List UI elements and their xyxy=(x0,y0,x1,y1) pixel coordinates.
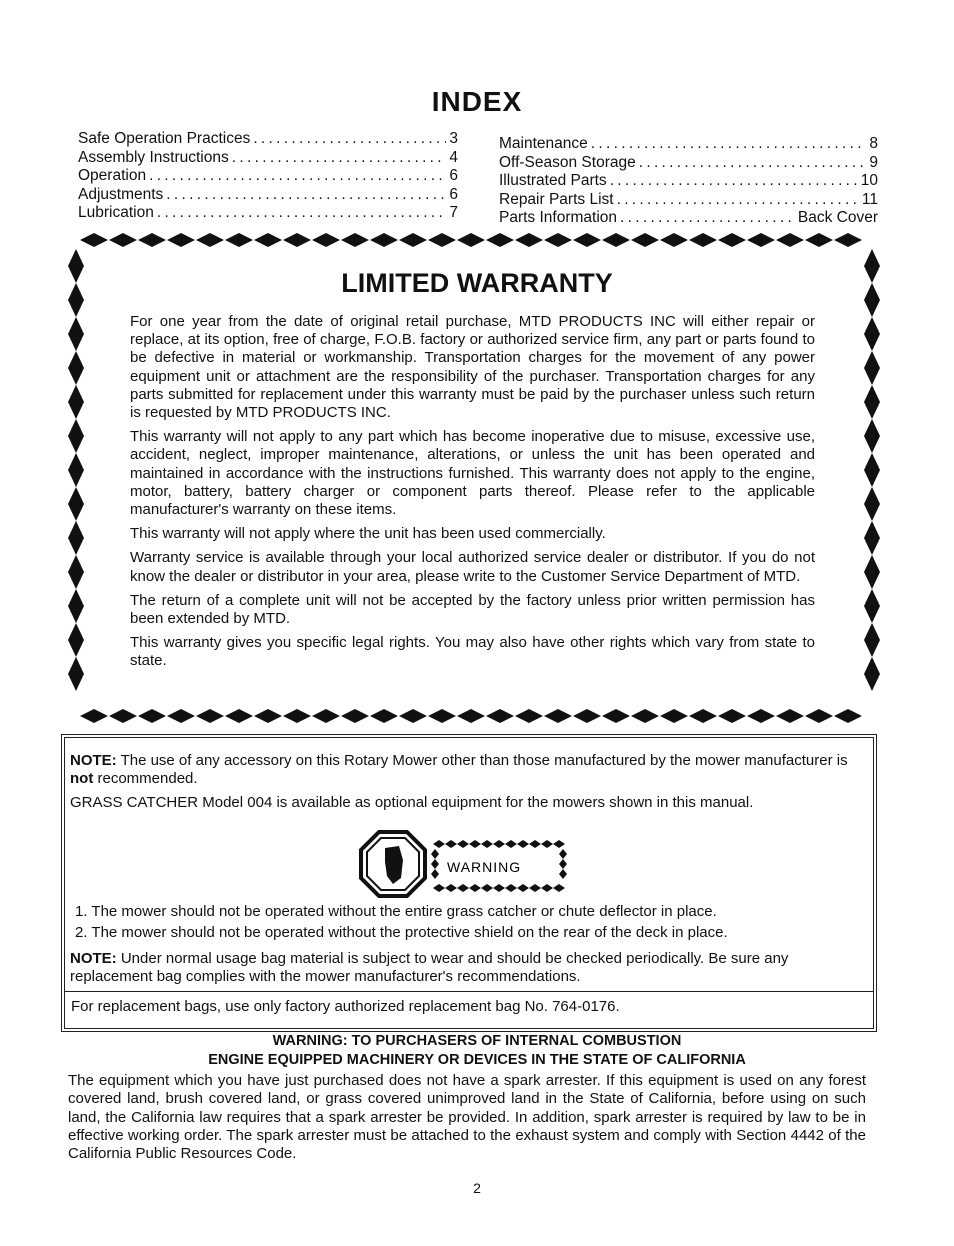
index-entry: Maintenance . . . 8 xyxy=(499,135,878,154)
index-left-column xyxy=(78,130,458,223)
warranty-paragraph: This warranty will not apply where the unit has been used commercially. xyxy=(130,525,606,543)
warranty-title: LIMITED WARRANTY xyxy=(341,268,613,298)
accessory-note: NOTE: The use of any accessory on this Rotary Mower other than those manufactured by the mower manufacturer is not recommended. xyxy=(70,752,848,787)
warranty-body xyxy=(130,313,815,677)
index-title: INDEX xyxy=(431,86,523,117)
note-box-text xyxy=(70,752,868,818)
warranty-paragraph: This warranty gives you specific legal rights. You may also have other rights which vary from state to state. xyxy=(130,634,815,670)
grass-catcher-note: GRASS CATCHER Model 004 is available as optional equipment for the mowers shown in this manual. xyxy=(70,794,754,811)
warning-item: 1. The mower should not be operated without the entire grass catcher or chute deflector in place. xyxy=(75,903,717,920)
replacement-bag-note: For replacement bags, use only factory authorized replacement bag No. 764-0176. xyxy=(65,991,873,1016)
index-entry: Repair Parts List . . . 11 xyxy=(499,191,878,210)
warning-label: WARNING xyxy=(447,859,522,875)
warning-item: 2. The mower should not be operated without the protective shield on the rear of the deck in place. xyxy=(75,924,728,941)
index-entry: Lubrication . . . 7 xyxy=(78,204,458,223)
warning-list xyxy=(75,903,865,945)
note-label: NOTE: xyxy=(70,752,117,769)
index-entry: Off-Season Storage . . . 9 xyxy=(499,154,878,173)
warranty-paragraph: Warranty service is available through your local authorized service dealer or distributor. If you do not know the dealer or distributor in your area, please write to the Customer Service Department of MTD. xyxy=(130,549,815,585)
page-number: 2 xyxy=(473,1180,481,1196)
index-entry: Illustrated Parts . . . 10 xyxy=(499,172,878,191)
index-right-column xyxy=(499,135,878,228)
index-entry: Assembly Instructions . . . 4 xyxy=(78,149,458,168)
index-entry: Adjustments . . . 6 xyxy=(78,186,458,205)
california-warning-title xyxy=(0,1032,954,1070)
california-title-line: ENGINE EQUIPPED MACHINERY OR DEVICES IN THE STATE OF CALIFORNIA xyxy=(208,1052,746,1068)
index-entry: Safe Operation Practices . . . 3 xyxy=(78,130,458,149)
warranty-paragraph: For one year from the date of original retail purchase, MTD PRODUCTS INC will either repair or replace, at its option, free of charge, F.O.B. factory or authorized service firm, any part or parts found to be defective in material or workmanship. Transportation charges for the movement of any power equipment unit or attachment are the responsibility of the purchaser. Transportation charges for any parts submitted for replacement under this warranty must be paid by the purchaser unless such return is requested by MTD PRODUCTS INC. xyxy=(130,313,815,422)
warning-graphic xyxy=(359,830,575,900)
california-title-line: WARNING: TO PURCHASERS OF INTERNAL COMBUSTION xyxy=(272,1033,682,1049)
warranty-paragraph: The return of a complete unit will not be accepted by the factory unless prior written permission has been extended by MTD. xyxy=(130,591,815,628)
index-entry: Operation . . . 6 xyxy=(78,167,458,186)
bag-note: NOTE: Under normal usage bag material is subject to wear and should be checked periodically. Be sure any replacement bag complies with the mower manufacturer's recommendations. xyxy=(70,950,789,985)
warranty-paragraph: This warranty will not apply to any part which has become inoperative due to misuse, excessive use, accident, neglect, improper maintenance, alterations, or unless the unit has been operated and maintained in accordance with the instructions furnished. This warranty does not apply to the engine, motor, battery, battery charger or component parts thereof. Please refer to the applicable manufacturer's warranty on these items. xyxy=(130,428,815,519)
note-box xyxy=(64,737,874,1029)
california-warning-body: The equipment which you have just purchased does not have a spark arrester. If this equipment is used on any forest covered land, brush covered land, or grass covered unimproved land in the State of California, before using on such land, the California law requires that a spark arrester be provided. In addition, spark arrester is required by law to be in effective working order. The spark arrester must be attached to the exhaust system and comply with Section 4442 of the California Public Resources Code. xyxy=(68,1072,866,1163)
emphasis-not: not xyxy=(70,770,94,787)
index-entry: Parts Information . . . Back Cover xyxy=(499,209,878,228)
